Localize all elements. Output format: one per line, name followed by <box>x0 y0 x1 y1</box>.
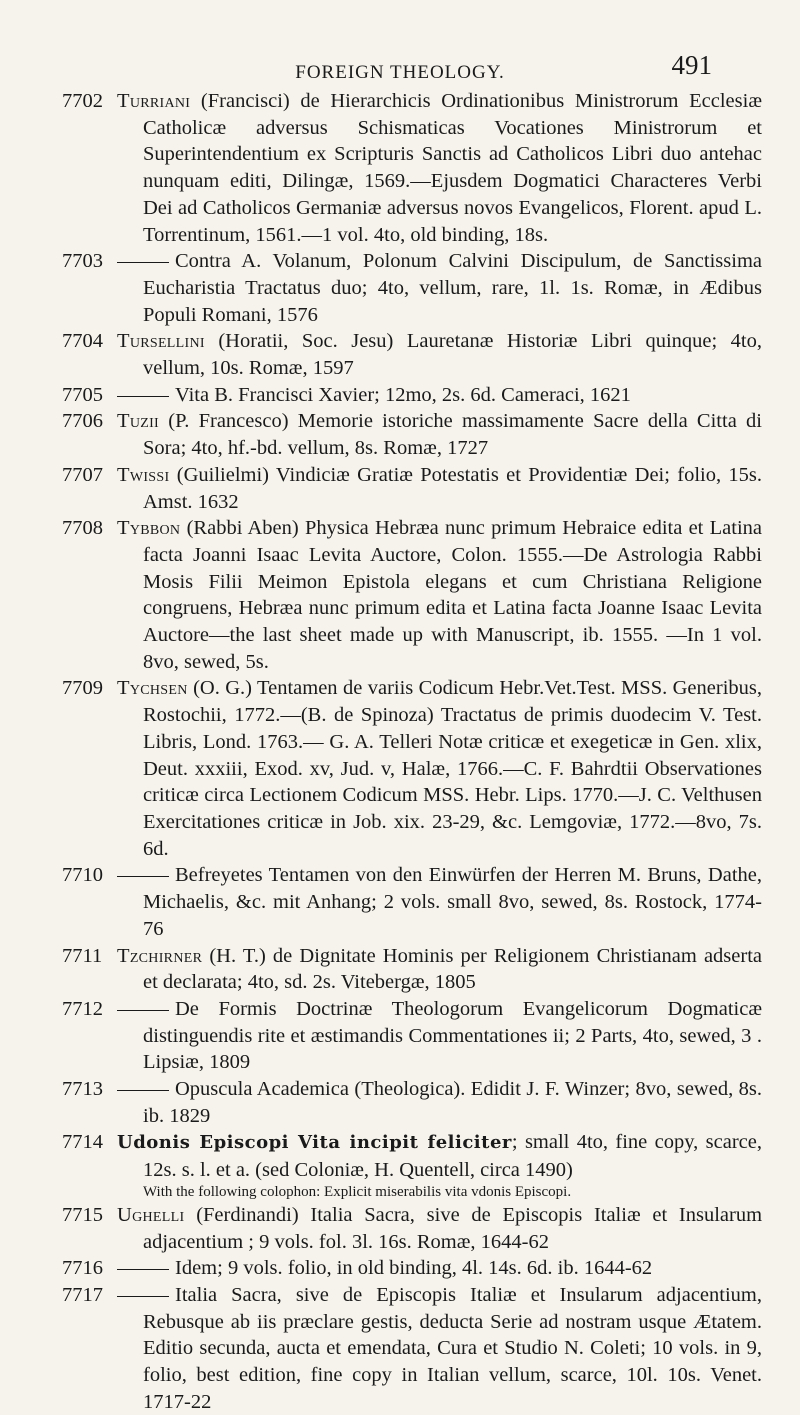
catalogue-entry <box>62 862 762 942</box>
entry-text <box>117 515 762 675</box>
entry-author: Tybbon <box>117 517 181 540</box>
page-number: 491 <box>671 50 712 80</box>
ditto-dash <box>117 1010 169 1011</box>
lot-number: 7706 <box>62 410 103 433</box>
lot-number: 7714 <box>62 1131 103 1154</box>
entry-description: (Horatii, Soc. Jesu) Lauretanæ Historiæ Libri quinque; 4to, vellum, 10s. Romæ, 1597 <box>143 330 762 380</box>
entry-text <box>117 862 762 942</box>
ditto-dash <box>117 876 169 877</box>
catalogue-entry <box>62 408 762 461</box>
lot-number: 7717 <box>62 1283 103 1306</box>
ditto-dash <box>117 262 169 263</box>
entry-description: Vita B. Francisci Xavier; 12mo, 2s. 6d. Cameraci, 1621 <box>175 383 631 406</box>
entry-text <box>117 1202 762 1255</box>
entry-text <box>117 1282 762 1415</box>
entry-text <box>117 382 762 409</box>
entry-description: (Francisci) de Hierarchicis Ordinationibus Ministrorum Ecclesiæ Catholicæ adversus Schismaticas Vocationes Ministrorum et Superintendentium ex Scripturis Sanctis ad Catholicos Libri duo antehac nunquam editi, Dilingæ, 1569.—Ejusdem Dogmatici Characteres Verbi Dei ad Catholicos Germaniæ adversus novos Evangelicos, Florent. apud L. Torrentinum, 1561.—1 vol. 4to, old binding, 18s. <box>143 90 762 246</box>
catalogue-entry <box>62 675 762 862</box>
entry-author: Twissi <box>117 463 170 486</box>
lot-number: 7702 <box>62 90 103 112</box>
entry-author: Tuzii <box>117 410 160 433</box>
catalogue-entry <box>62 248 762 328</box>
ditto-dash <box>117 1090 169 1091</box>
entry-text <box>117 943 762 996</box>
catalogue-entry <box>62 515 762 675</box>
catalogue-entry <box>62 1282 762 1415</box>
entry-text <box>117 996 762 1076</box>
catalogue-entry <box>62 943 762 996</box>
entry-description: (O. G.) Tentamen de variis Codicum Hebr.Vet.Test. MSS. Generibus, Rostochii, 1772.—(B. de Spinoza) Tractatus de primis duodecim V. Test. Libris, Lond. 1763.— G. A. Telleri Notæ criticæ et exegeticæ in Gen. xlix, Deut. xxxiii, Exod. xv, Jud. v, Halæ, 1766.—C. F. Bahrdtii Observationes criticæ circa Lectionem Codicum MSS. Hebr. Lips. 1770.—J. C. Velthusen Exercitationes criticæ in Job. xix. 23-29, &c. Lemgoviæ, 1772.—8vo, 7s. 6d. <box>143 677 762 860</box>
entry-description: (Ferdinandi) Italia Sacra, sive de Episcopis Italiæ et Insularum adjacentium ; 9 vols. fol. 3l. 16s. Romæ, 1644-62 <box>143 1203 763 1253</box>
catalogue-entry <box>62 382 762 409</box>
catalogue-entry <box>62 1255 762 1282</box>
catalogue-entry <box>62 996 762 1076</box>
running-head: FOREIGN THEOLOGY. <box>295 62 505 83</box>
entry-author: Tychsen <box>117 677 188 700</box>
entry-author: Udonis Episcopi Vita incipit feliciter <box>117 1132 512 1154</box>
catalogue-entry <box>62 88 762 248</box>
ditto-dash <box>117 1269 169 1270</box>
catalogue-entry <box>62 1076 762 1129</box>
entry-description: ; small 4to, fine copy, scarce, 12s. s. l. et a. (sed Coloniæ, H. Quentell, circa 1490) <box>143 1131 762 1182</box>
lot-number: 7712 <box>62 997 103 1020</box>
lot-number: 7709 <box>62 677 103 700</box>
entry-text <box>117 1255 762 1282</box>
entry-description: (Rabbi Aben) Physica Hebræa nunc primum Hebraice edita et Latina facta Joanni Isaac Levita Auctore, Colon. 1555.—De Astrologia Rabbi Mosis Filii Meimon Epistola elegans et cum Christiana Religione congruens, Hebræa nunc primum edita et Latina facta Joanne Isaac Levita Auctore—the last sheet made up with Manuscript, ib. 1555. —In 1 vol. 8vo, sewed, 5s. <box>143 517 762 673</box>
entry-description: (Guilielmi) Vindiciæ Gratiæ Potestatis et Providentiæ Dei; folio, 15s. Amst. 1632 <box>143 463 763 513</box>
catalogue-entry <box>62 1202 762 1255</box>
lot-number: 7708 <box>62 517 103 540</box>
entry-text <box>117 675 762 862</box>
page-header <box>0 46 800 86</box>
entry-description: Opuscula Academica (Theologica). Edidit J. F. Winzer; 8vo, sewed, 8s. ib. 1829 <box>143 1078 762 1127</box>
colophon-note: With the following colophon: Explicit miserabilis vita vdonis Episcopi. <box>143 1183 572 1200</box>
entry-author: Turriani <box>117 90 191 112</box>
entry-text <box>117 1076 762 1129</box>
entry-text <box>117 462 762 515</box>
lot-number: 7716 <box>62 1257 103 1280</box>
entry-description: Idem; 9 vols. folio, in old binding, 4l. 14s. 6d. ib. 1644-62 <box>175 1257 653 1280</box>
entry-text <box>117 408 762 461</box>
entry-description: De Formis Doctrinæ Theologorum Evangelicorum Dogmaticæ distinguendis rite et æstimandis Commentationes ii; 2 Parts, 4to, sewed, 3 . Lipsiæ, 1809 <box>143 997 762 1074</box>
catalogue-entry <box>62 328 762 381</box>
entry-text <box>117 1129 762 1183</box>
lot-number: 7710 <box>62 864 103 887</box>
ditto-dash <box>117 396 169 397</box>
entry-author: Ughelli <box>117 1203 185 1226</box>
lot-number: 7705 <box>62 383 103 406</box>
catalogue-entry <box>62 462 762 515</box>
catalogue-entry <box>62 1129 762 1201</box>
entry-description: Contra A. Volanum, Polonum Calvini Discipulum, de Sanctissima Eucharistia Tractatus duo; 4to, vellum, rare, 1l. 1s. Romæ, in Ædibus Populi Romani, 1576 <box>143 250 762 326</box>
lot-number: 7713 <box>62 1078 103 1101</box>
lot-number: 7707 <box>62 463 103 486</box>
entry-description: Italia Sacra, sive de Episcopis Italiæ et Insularum adjacentium, Rebusque ab iis præclare gestis, deducta Serie ad nostram usque Ætatem. Editio secunda, aucta et emendata, Cura et Studio N. Coleti; 10 vols. in 9, folio, best edition, fine copy in Italian vellum, scarce, 10l. 10s. Venet. 1717-22 <box>143 1283 762 1413</box>
entry-description: Befreyetes Tentamen von den Einwürfen der Herren M. Bruns, Dathe, Michaelis, &c. mit Anhang; 2 vols. small 8vo, sewed, 8s. Rostock, 1774-76 <box>143 864 762 940</box>
catalogue-entries <box>62 88 762 1415</box>
lot-number: 7711 <box>62 944 103 967</box>
entry-description: (P. Francesco) Memorie istoriche massimamente Sacre della Citta di Sora; 4to, hf.-bd. vellum, 8s. Romæ, 1727 <box>143 410 762 460</box>
entry-author: Tursellini <box>117 330 205 353</box>
lot-number: 7703 <box>62 250 103 273</box>
ditto-dash <box>117 1296 169 1297</box>
entry-author: Tzchirner <box>117 944 203 967</box>
entry-description: (H. T.) de Dignitate Hominis per Religionem Christianam adserta et declarata; 4to, sd. 2s. Vitebergæ, 1805 <box>143 944 762 994</box>
lot-number: 7715 <box>62 1203 103 1226</box>
lot-number: 7704 <box>62 330 103 353</box>
entry-text <box>117 88 762 248</box>
entry-text <box>117 248 762 328</box>
entry-text <box>117 328 762 381</box>
